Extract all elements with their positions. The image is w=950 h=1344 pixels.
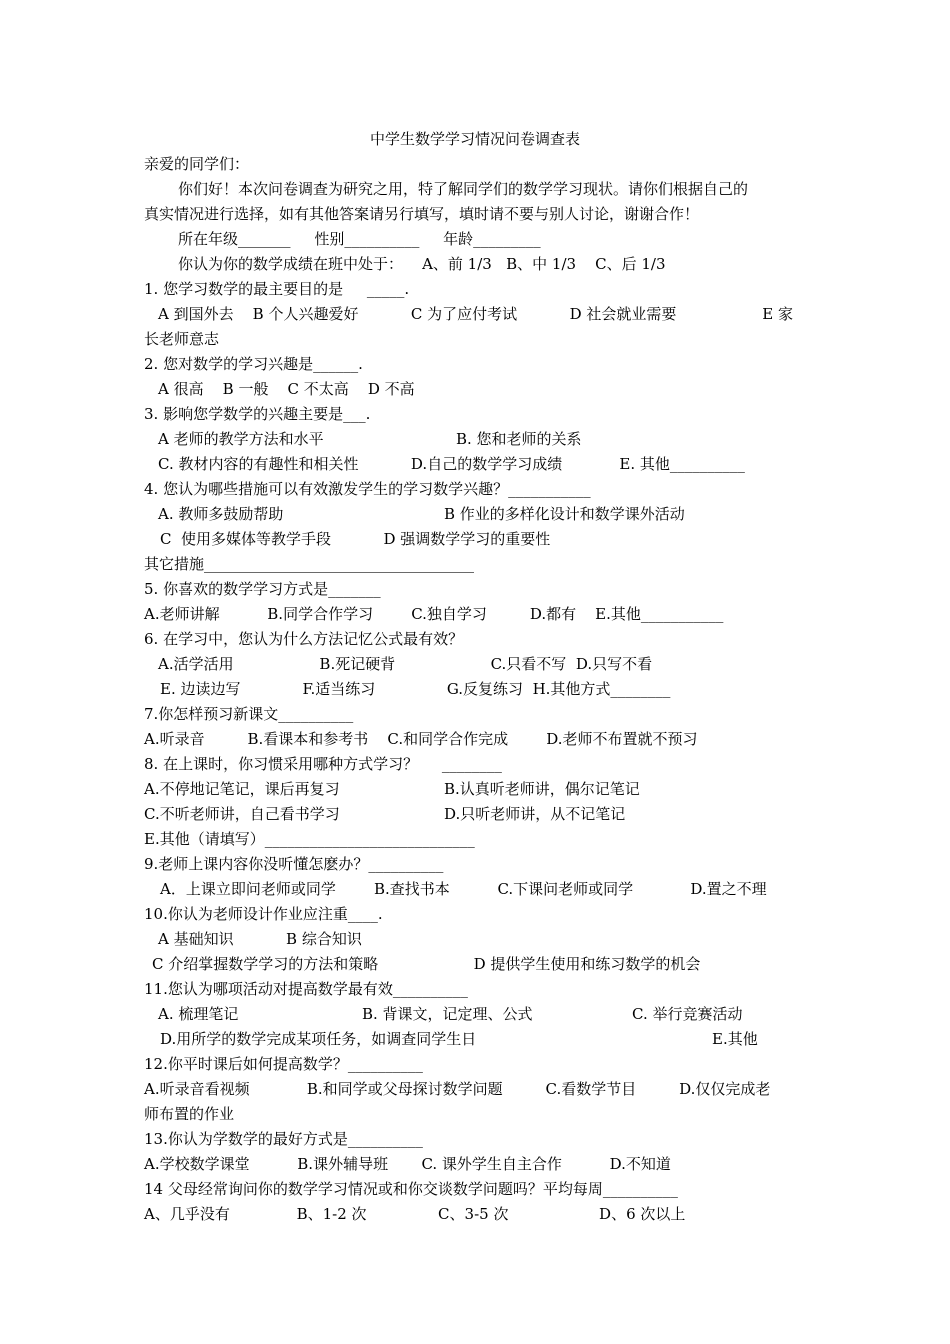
q11-option-e: E.其他	[712, 1030, 758, 1048]
q10-options-row2: C 介绍掌握数学学习的方法和策略 D 提供学生使用和练习数学的机会	[152, 955, 701, 973]
q6-question: 6. 在学习中，您认为什么方法记忆公式最有效？	[144, 630, 464, 648]
q8-option-d: D.只听老师讲，从不记笔记	[444, 805, 626, 823]
q3-option-b: B. 您和老师的关系	[456, 430, 582, 448]
info-line: 所在年级_______ 性别__________ 年龄_________	[178, 230, 541, 248]
q7-options: A.听录音 B.看课本和参考书 C.和同学合作完成 D.老师不布置就不预习	[144, 730, 698, 748]
rank-line: 你认为你的数学成绩在班中处于： A、前 1/3 B、中 1/3 C、后 1/3	[178, 255, 666, 273]
q11-option-d: D.用所学的数学完成某项任务，如调查同学生日	[160, 1030, 477, 1048]
q1-options-cont: 长老师意志	[144, 330, 220, 348]
q7-question: 7.你怎样预习新课文__________	[144, 705, 354, 723]
q10-options-row1: A 基础知识 B 综合知识	[158, 930, 362, 948]
q11-option-b: B. 背课文，记定理、公式	[362, 1005, 533, 1023]
q4-option-a: A. 教师多鼓励帮助	[158, 505, 284, 523]
q12-options: A.听录音看视频 B.和同学或父母探讨数学问题 C.看数学节目 D.仅仅完成老	[144, 1080, 771, 1098]
q11-question: 11.您认为哪项活动对提高数学最有效__________	[144, 980, 468, 998]
q5-question: 5. 你喜欢的数学学习方式是_______	[144, 580, 381, 598]
q14-options: A、几乎没有 B、1-2 次 C、3-5 次 D、6 次以上	[144, 1205, 686, 1223]
q2-question: 2. 您对数学的学习兴趣是______.	[144, 355, 363, 373]
q12-question: 12.你平时课后如何提高数学？__________	[144, 1055, 423, 1073]
q5-options: A.老师讲解 B.同学合作学习 C.独自学习 D.都有 E.其他___________	[144, 605, 724, 623]
q13-options: A.学校数学课堂 B.课外辅导班 C. 课外学生自主合作 D.不知道	[144, 1155, 671, 1173]
q14-question: 14 父母经常询问你的数学学习情况或和你交谈数学问题吗？平均每周__________	[144, 1180, 678, 1198]
q6-options-row2: E. 边读边写 F.适当练习 G.反复练习 H.其他方式________	[160, 680, 671, 698]
q4-question: 4. 您认为哪些措施可以有效激发学生的学习数学兴趣？___________	[144, 480, 591, 498]
intro-line-1: 你们好！本次问卷调查为研究之用，特了解同学们的数学学习现状。请你们根据自己的	[178, 180, 749, 198]
q8-other: E.其他（请填写）____________________________	[144, 830, 475, 848]
intro-line-2: 真实情况进行选择，如有其他答案请另行填写，填时请不要与别人讨论，谢谢合作！	[144, 205, 700, 223]
document-title: 中学生数学学习情况问卷调查表	[369, 130, 580, 148]
q11-option-a: A. 梳理笔记	[158, 1005, 239, 1023]
q12-options-cont: 师布置的作业	[144, 1105, 235, 1123]
q13-question: 13.你认为学数学的最好方式是__________	[144, 1130, 423, 1148]
q8-option-c: C.不听老师讲，自己看书学习	[144, 805, 340, 823]
q3-question: 3. 影响您学数学的兴趣主要是___.	[144, 405, 371, 423]
q6-options-row1: A.活学活用 B.死记硬背 C.只看不写 D.只写不看	[158, 655, 653, 673]
q1-options: A 到国外去 B 个人兴趣爱好 C 为了应付考试 D 社会就业需要 E 家	[158, 305, 793, 323]
q3-option-a: A 老师的教学方法和水平	[158, 430, 324, 448]
greeting: 亲爱的同学们：	[144, 155, 250, 173]
q4-option-b: B 作业的多样化设计和数学课外活动	[444, 505, 685, 523]
q2-options: A 很高 B 一般 C 不太高 D 不高	[158, 380, 415, 398]
q9-options: A．上课立即问老师或同学 B.查找书本 C.下课问老师或同学 D.置之不理	[160, 880, 767, 898]
q10-question: 10.你认为老师设计作业应注重____.	[144, 905, 383, 923]
q11-option-c: C. 举行竞赛活动	[632, 1005, 743, 1023]
q3-options-row2: C. 教材内容的有趣性和相关性 D.自己的数学学习成绩 E. 其他__________	[158, 455, 745, 473]
q4-other: 其它措施____________________________________	[144, 555, 475, 573]
q8-option-a: A.不停地记笔记，课后再复习	[144, 780, 340, 798]
q8-question: 8. 在上课时，你习惯采用哪种方式学习？ ________	[144, 755, 502, 773]
q8-option-b: B.认真听老师讲，偶尔记笔记	[444, 780, 640, 798]
q4-options-row2: C 使用多媒体等教学手段 D 强调数学学习的重要性	[160, 530, 551, 548]
q1-question: 1. 您学习数学的最主要目的是 _____.	[144, 280, 410, 298]
q9-question: 9.老师上课内容你没听懂怎麽办？__________	[144, 855, 444, 873]
